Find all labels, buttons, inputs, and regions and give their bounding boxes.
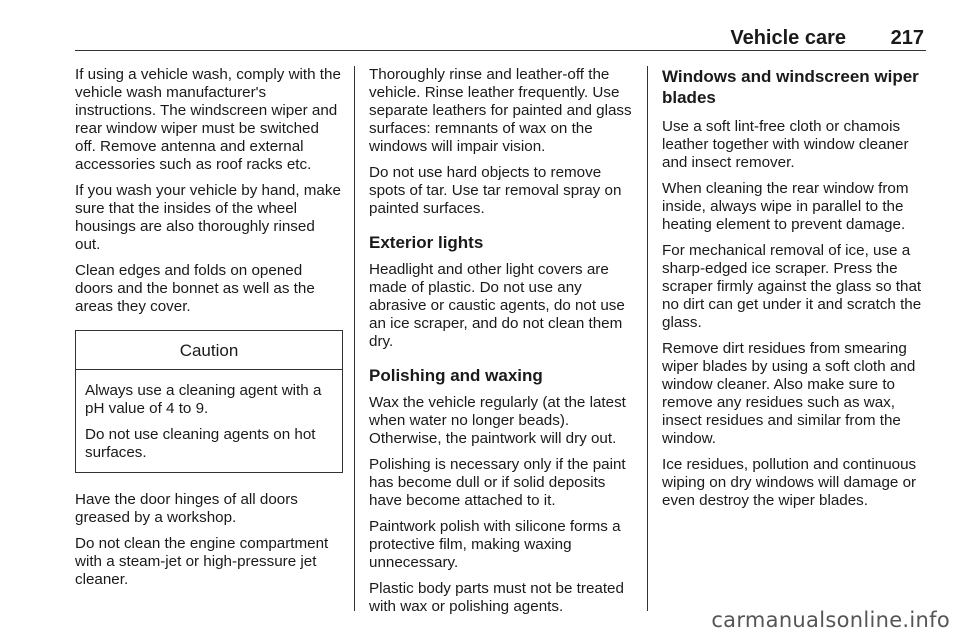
heading-exterior-lights: Exterior lights [369,233,484,252]
caution-title: Caution [76,331,342,370]
caution-text-ph: Always use a cleaning agent with a pH value of 4 to 9. [85,382,322,417]
paragraph-soft-cloth: Use a soft lint-free cloth or chamois leather together with window cleaner and insect remover. [662,118,909,171]
paragraph-door-hinges: Have the door hinges of all doors greased by a workshop. [75,491,298,526]
column-3 [662,66,928,518]
heading-polishing-waxing: Polishing and waxing [369,366,543,385]
page-number: 217 [890,27,924,49]
column-1 [75,66,343,597]
column-2 [369,66,635,624]
column-divider-1 [354,66,355,611]
caution-body [76,370,342,472]
paragraph-polishing: Polishing is necessary only if the paint has become dull or if solid deposits have become attached to it. [369,456,626,509]
paragraph-engine-compartment: Do not clean the engine compartment with a steam-jet or high-pressure jet cleaner. [75,535,329,588]
paragraph-silicone: Paintwork polish with silicone forms a protective film, making waxing unnecessary. [369,518,621,571]
paragraph-vehicle-wash: If using a vehicle wash, comply with the vehicle wash manufacturer's instructions. The windscreen wiper and rear window wiper must be switched off. Remove antenna and external accessories such as roof racks etc. [75,66,341,173]
page-header [75,0,926,51]
paragraph-ice-removal: For mechanical removal of ice, use a sharp-edged ice scraper. Press the scraper firmly against the glass so that no dirt can get under it and scratch the glass. [662,242,922,331]
paragraph-wash-by-hand: If you wash your vehicle by hand, make sure that the insides of the wheel housings are also thoroughly rinsed out. [75,182,341,253]
watermark: carmanualsonline.info [711,608,950,632]
paragraph-dirt-residues: Remove dirt residues from smearing wiper blades by using a soft cloth and window cleaner. Also make sure to remove any residues such as wax, insect residues and similar from the window. [662,340,916,447]
paragraph-light-covers: Headlight and other light covers are made of plastic. Do not use any abrasive or caustic agents, do not use an ice scraper, and do not clean them dry. [369,261,625,350]
paragraph-wax-regularly: Wax the vehicle regularly (at the latest when water no longer beads). Otherwise, the paintwork will dry out. [369,394,626,447]
caution-box [75,330,343,473]
paragraph-plastic-parts: Plastic body parts must not be treated with wax or polishing agents. [369,580,624,615]
column-divider-2 [647,66,648,611]
heading-windows-wipers: Windows and windscreen wiper blades [662,67,919,107]
caution-text-hot: Do not use cleaning agents on hot surfaces. [85,426,316,461]
paragraph-ice-residues: Ice residues, pollution and continuous wiping on dry windows will damage or even destroy the wiper blades. [662,456,917,509]
paragraph-rinse: Thoroughly rinse and leather-off the vehicle. Rinse leather frequently. Use separate leathers for painted and glass surfaces: remnants of wax on the windows will impair vision. [369,66,632,155]
section-title: Vehicle care [730,27,846,49]
paragraph-clean-edges: Clean edges and folds on opened doors and the bonnet as well as the areas they cover. [75,262,315,315]
paragraph-tar: Do not use hard objects to remove spots of tar. Use tar removal spray on painted surfaces. [369,164,622,217]
paragraph-rear-window: When cleaning the rear window from inside, always wipe in parallel to the heating element to prevent damage. [662,180,909,233]
